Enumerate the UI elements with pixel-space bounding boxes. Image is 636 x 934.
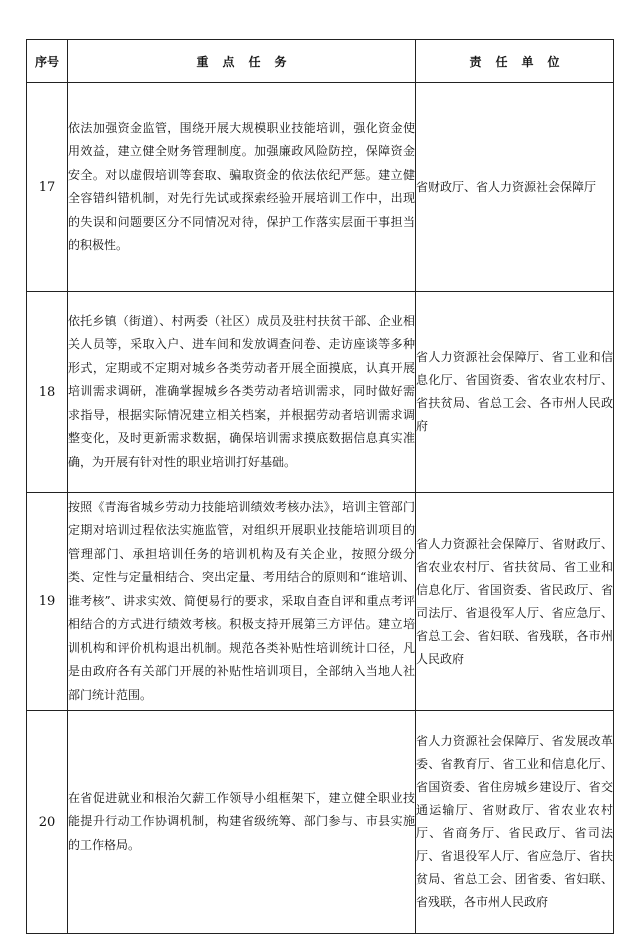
- row-number: 19: [27, 493, 68, 711]
- table-row: [27, 711, 614, 934]
- row-number: 20: [27, 711, 68, 934]
- row-task-text: 依法加强资金监管，围绕开展大规模职业技能培训，强化资金使用效益，建立健全财务管理制度。加强廉政风险防控，保障资金安全。对以虚假培训等套取、骗取资金的依法依纪严惩。建立健全容错纠错机制，对先行先试或探索经验开展培训工作中，出现的失误和问题要区分不同情况对待，保护工作落实层面干事担当的积极性。: [68, 83, 416, 292]
- row-task-text: 按照《青海省城乡劳动力技能培训绩效考核办法》，培训主管部门定期对培训过程依法实施监管，对组织开展职业技能培训项目的管理部门、承担培训任务的培训机构及有关企业，按照分级分类、定性与定量相结合、突出定量、考用结合的原则和“谁培训、谁考核”、讲求实效、简便易行的要求，采取自查自评和重点考评相结合的方式进行绩效考核。积极支持开展第三方评估。建立培训机构和评价机构退出机制。规范各类补贴性培训统计口径，凡是由政府各有关部门开展的补贴性培训项目，全部纳入当地人社部门统计范围。: [68, 493, 416, 711]
- key-tasks-table: [26, 39, 614, 934]
- row-task-text: 依托乡镇（街道）、村两委（社区）成员及驻村扶贫干部、企业相关人员等，采取入户、进车间和发放调查问卷、走访座谈等多种形式，定期或不定期对城乡各类劳动者开展全面摸底，认真开展培训需求调研，准确掌握城乡各类劳动者培训需求，同时做好需求指导，根据实际情况建立相关档案，并根据劳动者培训需求调整变化，及时更新需求数据，确保培训需求摸底数据信息真实准确，为开展有针对性的职业培训打好基础。: [68, 292, 416, 493]
- row-responsible-unit: 省人力资源社会保障厅、省工业和信息化厅、省国资委、省农业农村厅、省扶贫局、省总工会、各市州人民政府: [416, 292, 614, 493]
- header-key-tasks: 重点任务: [68, 40, 416, 83]
- row-task-text: 在省促进就业和根治欠薪工作领导小组框架下，建立健全职业技能提升行动工作协调机制，构建省级统筹、部门参与、市县实施的工作格局。: [68, 711, 416, 934]
- table-row: [27, 83, 614, 292]
- row-number: 18: [27, 292, 68, 493]
- row-responsible-unit: 省人力资源社会保障厅、省财政厅、省农业农村厅、省扶贫局、省工业和信息化厅、省国资委、省民政厅、省司法厅、省退役军人厅、省应急厅、省总工会、省妇联、省残联，各市州人民政府: [416, 493, 614, 711]
- table-header-row: [27, 40, 614, 83]
- header-serial-number: 序号: [27, 40, 68, 83]
- table-row: [27, 292, 614, 493]
- header-responsible-unit: 责任单位: [416, 40, 614, 83]
- row-responsible-unit: 省财政厅、省人力资源社会保障厅: [416, 83, 614, 292]
- row-number: 17: [27, 83, 68, 292]
- row-responsible-unit: 省人力资源社会保障厅、省发展改革委、省教育厅、省工业和信息化厅、省国资委、省住房城乡建设厅、省交通运输厅、省财政厅、省农业农村厅、省商务厅、省民政厅、省司法厅、省退役军人厅、省应急厅、省扶贫局、省总工会、团省委、省妇联、省残联，各市州人民政府: [416, 711, 614, 934]
- table-row: [27, 493, 614, 711]
